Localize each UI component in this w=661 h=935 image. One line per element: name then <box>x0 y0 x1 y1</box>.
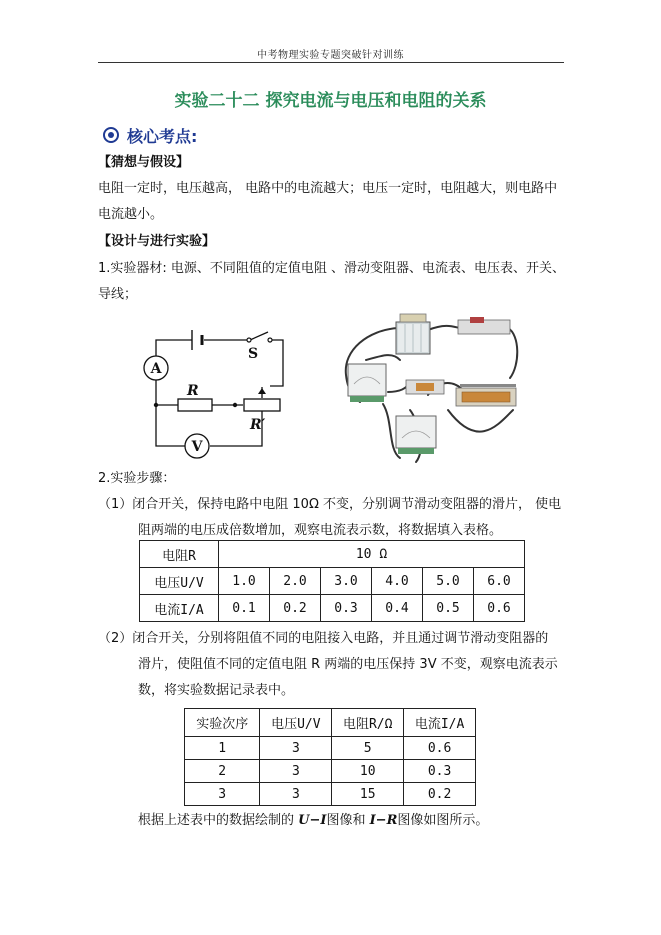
table-cell: 0.5 <box>423 595 474 622</box>
table-cell: 10 <box>332 760 404 783</box>
table-voltage-current <box>139 540 525 622</box>
table-row <box>185 737 476 760</box>
steps-heading: 2.实验步骤： <box>98 471 176 486</box>
table-cell: 3 <box>185 783 260 806</box>
table-cell: 0.3 <box>321 595 372 622</box>
ammeter-label: A <box>150 361 162 377</box>
resistor-label: R <box>187 383 199 399</box>
table-cell: 电压U/V <box>140 568 219 595</box>
table-cell: 15 <box>332 783 404 806</box>
resistor-symbol <box>178 399 212 411</box>
ir-graph-label: I−R <box>369 813 398 828</box>
step1-line-2: 阻两端的电压成倍数增加，观察电流表示数，将数据填入表格。 <box>138 523 503 538</box>
conclusion-text-post: 图像如图所示。 <box>397 813 489 828</box>
table-cell: 电阻R <box>140 541 219 568</box>
meter-image-left <box>348 364 386 396</box>
page-header: 中考物理实验专题突破针对训练 <box>257 50 404 61</box>
guess-line-1: 电阻一定时，电压越高， 电路中的电流越大；电压一定时，电阻越大，则电路中 <box>98 181 558 196</box>
page-title: 实验二十二 探究电流与电压和电阻的关系 <box>174 91 487 111</box>
table-cell: 0.2 <box>270 595 321 622</box>
table-row <box>140 541 525 568</box>
table-cell: 0.6 <box>474 595 525 622</box>
table-cell: 5 <box>332 737 404 760</box>
design-heading: 【设计与进行实验】 <box>98 234 216 249</box>
voltmeter-label: V <box>191 439 203 455</box>
table-cell: 0.2 <box>404 783 476 806</box>
ui-graph-label: U−I <box>298 813 327 828</box>
table-header-cell: 电流I/A <box>404 709 476 737</box>
table-cell: 0.3 <box>404 760 476 783</box>
conclusion-line <box>138 808 568 834</box>
table-cell: 1 <box>185 737 260 760</box>
guess-line-2: 电流越小。 <box>98 207 164 222</box>
target-icon <box>103 127 119 143</box>
table-row <box>140 568 525 595</box>
rheostat-label: R′ <box>250 417 266 433</box>
circuit-diagram <box>130 318 300 460</box>
table-cell: 3 <box>260 737 332 760</box>
slider-arrow-icon <box>258 388 266 394</box>
table-cell: 3 <box>260 760 332 783</box>
step1-line-1: （1）闭合开关，保持电路中电阻 10Ω 不变，分别调节滑动变阻器的滑片， 使电 <box>98 497 562 512</box>
table-cell: 0.4 <box>372 595 423 622</box>
table-header-cell: 电阻R/Ω <box>332 709 404 737</box>
table-resistance-current <box>184 708 476 806</box>
apparatus-photo <box>338 300 523 465</box>
table-cell: 2.0 <box>270 568 321 595</box>
table-row <box>185 783 476 806</box>
table-row <box>185 760 476 783</box>
equipment-line-1: 1.实验器材: 电源、不同阻值的定值电阻 、滑动变阻器、电流表、电压表、开关、 <box>98 261 566 276</box>
switch-label: S <box>248 346 259 362</box>
conclusion-text-mid: 图像和 <box>326 813 370 828</box>
table-cell: 0.1 <box>219 595 270 622</box>
guess-heading: 【猜想与假设】 <box>98 155 190 170</box>
table-cell: 10 Ω <box>219 541 525 568</box>
step2-line-2: 滑片，使阻值不同的定值电阻 R 两端的电压保持 3V 不变，观察电流表示 <box>138 657 558 672</box>
table-cell: 5.0 <box>423 568 474 595</box>
table-row <box>185 709 476 737</box>
header-divider <box>98 62 564 63</box>
table-cell: 电流I/A <box>140 595 219 622</box>
step2-line-3: 数，将实验数据记录表中。 <box>138 683 295 698</box>
table-header-cell: 实验次序 <box>185 709 260 737</box>
rheostat-symbol <box>244 399 280 411</box>
table-header-cell: 电压U/V <box>260 709 332 737</box>
table-cell: 6.0 <box>474 568 525 595</box>
section-heading <box>103 124 197 147</box>
equipment-line-2: 导线； <box>98 287 138 302</box>
meter-image-bottom <box>396 416 436 448</box>
table-cell: 0.6 <box>404 737 476 760</box>
table-cell: 1.0 <box>219 568 270 595</box>
table-row <box>140 595 525 622</box>
table-cell: 3.0 <box>321 568 372 595</box>
table-cell: 4.0 <box>372 568 423 595</box>
table-cell: 3 <box>260 783 332 806</box>
step2-line-1: （2）闭合开关，分别将阻值不同的电阻接入电路，并且通过调节滑动变阻器的 <box>98 631 549 646</box>
conclusion-text-pre: 根据上述表中的数据绘制的 <box>138 813 299 828</box>
table-cell: 2 <box>185 760 260 783</box>
section-heading-label: 核心考点: <box>127 127 198 146</box>
